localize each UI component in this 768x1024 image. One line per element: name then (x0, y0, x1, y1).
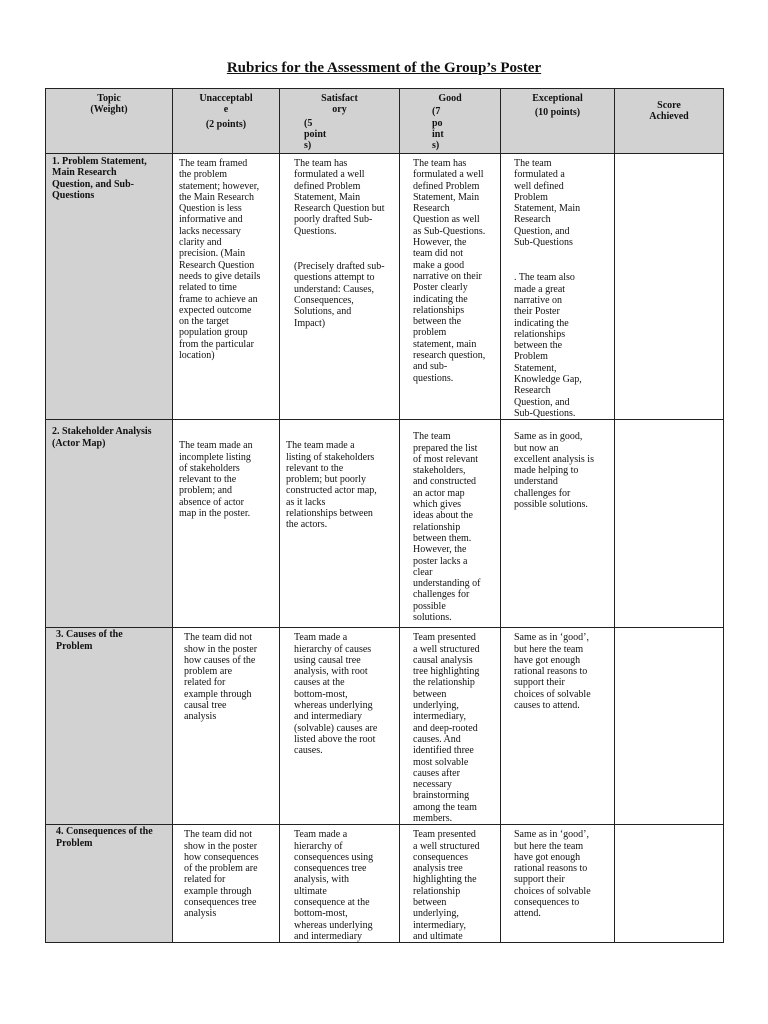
header-score: Score Achieved (615, 89, 724, 154)
cell-good: The team prepared the list of most relevant stakeholders, and constructed an actor map which gives ideas about the relationship between them. However, the poster lacks a clear understanding of challenges for possible solutions. (400, 420, 501, 628)
cell-good: Team presented a well structured causal analysis tree highlighting the relationship between underlying, intermediary, and deep-rooted causes. And identified three most solvable causes after necessary brainstorming among the team members. (400, 628, 501, 825)
cell-score[interactable] (615, 825, 724, 943)
cell-exceptional: Same as in ‘good’, but here the team have got enough rational reasons to support their choices of solvable consequences to attend. (501, 825, 615, 943)
header-topic: Topic (Weight) (46, 89, 173, 154)
cell-good: The team has formulated a well defined Problem Statement, Main Research Question as well as Sub-Questions. However, the team did not make a good narrative on their Poster clearly indicating the relationships between the problem statement, main research question, and sub- questions. (400, 154, 501, 420)
header-unacceptable-points: (2 points) (205, 118, 247, 130)
cell-satisfactory: The team made a listing of stakeholders relevant to the problem; but poorly constructed actor map, as it lacks relationships between the actors. (280, 420, 400, 628)
row-topic: 4. Consequences of the Problem (46, 825, 173, 943)
cell-score[interactable] (615, 420, 724, 628)
table-row (46, 825, 724, 943)
cell-unacceptable: The team framed the problem statement; however, the Main Research Question is less informative and lacks necessary clarity and precision. (Main Research Question needs to give details related to time frame to achieve an expected outcome on the target population group from the particular location) (173, 154, 280, 420)
row-topic: 2. Stakeholder Analysis (Actor Map) (46, 420, 173, 628)
cell-score[interactable] (615, 154, 724, 420)
cell-exceptional: The team formulated a well defined Problem Statement, Main Research Question, and Sub-Questions . The team also made a great narrative on their Poster indicating the relationships between the Problem Statement, Knowledge Gap, Research Question, and Sub-Questions. (501, 154, 615, 420)
header-exceptional-points: (10 points) (534, 107, 581, 119)
row-topic: 3. Causes of the Problem (46, 628, 173, 825)
rubric-table (45, 88, 724, 943)
header-row (46, 89, 724, 154)
row-topic: 1. Problem Statement, Main Research Question, and Sub- Questions (46, 154, 173, 420)
cell-unacceptable: The team did not show in the poster how causes of the problem are related for example through causal tree analysis (173, 628, 280, 825)
cell-exceptional: Same as in ‘good’, but here the team have got enough rational reasons to support their choices of solvable causes to attend. (501, 628, 615, 825)
cell-score[interactable] (615, 628, 724, 825)
cell-unacceptable: The team made an incomplete listing of stakeholders relevant to the problem; and absence of actor map in the poster. (173, 420, 280, 628)
cell-satisfactory: The team has formulated a well defined Problem Statement, Main Research Question but poorly drafted Sub- Questions. (Precisely drafted sub- questions attempt to understand: Causes, Consequences, Solutions, and Impact) (280, 154, 400, 420)
cell-satisfactory: Team made a hierarchy of consequences using consequences tree analysis, with ultimate consequence at the bottom-most, whereas underlying and intermediary (280, 825, 400, 943)
header-exceptional: Exceptional (10 points) (501, 89, 615, 154)
cell-unacceptable: The team did not show in the poster how consequences of the problem are related for example through consequences tree analysis (173, 825, 280, 943)
header-good: Good (7 po int s) (400, 89, 501, 154)
cell-satisfactory: Team made a hierarchy of causes using causal tree analysis, with root causes at the bottom-most, whereas underlying and intermediary (solvable) causes are listed above the root causes. (280, 628, 400, 825)
header-satisfactory-points: (5 point s) (304, 117, 327, 152)
cell-exceptional: Same as in good, but now an excellent analysis is made helping to understand challenges for possible solutions. (501, 420, 615, 628)
cell-good: Team presented a well structured consequences analysis tree highlighting the relationship between underlying, intermediary, and ultimate (400, 825, 501, 943)
page-title: Rubrics for the Assessment of the Group’s Poster (226, 60, 542, 76)
header-satisfactory: Satisfact ory (5 point s) (280, 89, 400, 154)
header-good-points: (7 po int s) (432, 106, 444, 152)
header-unacceptable: Unacceptabl e (2 points) (173, 89, 280, 154)
table-row (46, 628, 724, 825)
table-row (46, 420, 724, 628)
table-row (46, 154, 724, 420)
